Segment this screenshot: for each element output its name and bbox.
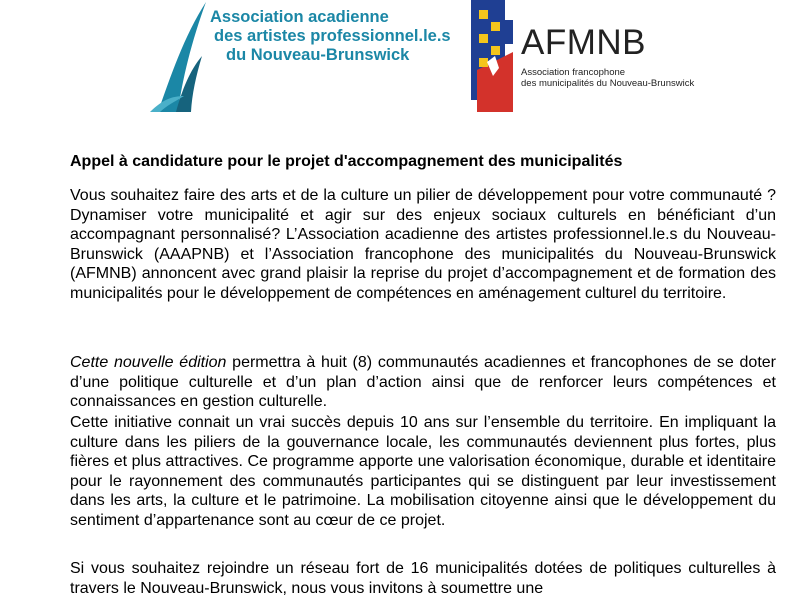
aaapnb-logo-text [210, 8, 451, 65]
paragraph-edition [70, 353, 776, 412]
paragraph-intro: Vous souhaitez faire des arts et de la culture un pilier de développement pour votre communauté ? Dynamiser votre municipalité et agir sur des enjeux sociaux culturels en bénéficiant d’un accompagnant personnalisé? L’Association acadienne des artistes professionnel.le.s du Nouveau-Brunswick (AAAPNB) et l’Association francophone des municipalités du Nouveau-Brunswick (AFMNB) annoncent avec grand plaisir la reprise du projet d’accompagnement et de formation des municipalités pour le développement de compétences en aménagement culturel du territoire. [70, 187, 776, 302]
aaapnb-logo-line2: des artistes professionnel.le.s [214, 27, 451, 45]
aaapnb-logo-line3: du Nouveau-Brunswick [226, 46, 410, 64]
aaapnb-logo [148, 0, 451, 120]
paragraph-initiative: Cette initiative connait un vrai succès depuis 10 ans sur l’ensemble du territoire. En impliquant la culture dans les piliers de la gouvernance locale, les communautés deviennent plus fortes, plus fières et plus attractives. Ce programme apporte une valorisation économique, durable et identitaire pour le rayonnement des communautés participantes qui se distinguent par leur investissement dans les arts, la culture et le patrimoine. La mobilisation citoyenne ainsi que le développement du sentiment d’appartenance sont au cœur de ce projet. [70, 414, 776, 529]
aaapnb-logo-mark [148, 0, 218, 120]
afmnb-logo-sub1: Association francophone [521, 67, 626, 78]
afmnb-logo [465, 0, 695, 115]
afmnb-logo-mark [465, 0, 521, 115]
document-title: Appel à candidature pour le projet d'accompagnement des municipalités [70, 153, 623, 170]
paragraph-edition-emphasis: Cette nouvelle édition [70, 354, 227, 371]
afmnb-logo-title: AFMNB [521, 23, 646, 62]
paragraph-invitation: Si vous souhaitez rejoindre un réseau fort de 16 municipalités dotées de politiques culturelles à travers le Nouveau-Brunswick, nous vous invitons à soumettre une [70, 560, 776, 597]
paragraph-edition-text: permettra à huit (8) communautés acadiennes et francophones de se doter d’une politique culturelle et d’un plan d’action ainsi que de renforcer leurs compétences et connaissances en gestion culturelle. [70, 354, 776, 410]
afmnb-logo-subtitle [521, 67, 694, 89]
afmnb-logo-sub2: des municipalités du Nouveau-Brunswick [521, 78, 695, 89]
aaapnb-logo-line1: Association acadienne [210, 8, 389, 26]
